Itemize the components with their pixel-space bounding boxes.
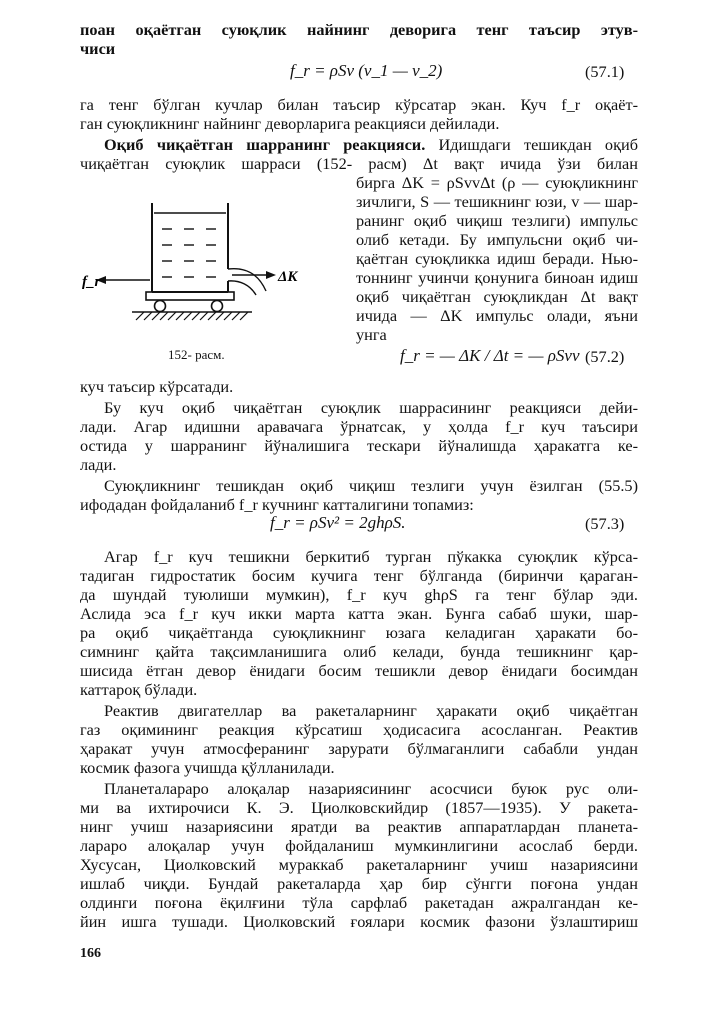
text-line: ранинг оқиб чиқиш тезлиги) импульс xyxy=(356,211,638,230)
text-line: чиқаётган суюқлик шарраси (152- расм) Δt вақт ичида ўзи билан xyxy=(80,154,638,173)
text-line: бирга ΔK = ρSvvΔt (ρ — суюқликнинг xyxy=(356,173,638,192)
text-line: ҳаракат учун атмосферанинг зарурати бўлмаганлиги сабабли ундан xyxy=(80,739,638,758)
text-line: шисида ётган девор ёнидаги босим тешикли девор ёнидаги босимдан xyxy=(80,661,638,680)
equation-number: (57.2) xyxy=(585,347,625,366)
impulse-arrowhead xyxy=(266,271,276,279)
figure-152 xyxy=(80,185,330,365)
text-line: йин ишга тушади. Циолковский ғоялари космик фазони ўзлаштириш xyxy=(80,912,638,931)
text-line: Бу куч оқиб чиқаётган суюқлик шаррасининг реакцияси дейи- xyxy=(104,398,638,417)
text-line: Агар f_r куч тешикни беркитиб турган пўкакка суюқлик кўрса- xyxy=(104,547,638,566)
text-line: олиб кетади. Бу импульсни оқиб чи- xyxy=(356,230,638,249)
text-line: қаётган суюқликка идиш беради. Нью- xyxy=(356,249,638,268)
figure-caption: 152- расм. xyxy=(168,347,225,362)
text-line: оқиб чиқаётган суюқликдан Δt вақт xyxy=(356,287,638,306)
text-line: нинг учиш назариясини яратди ва реактив аппаратлардан планета- xyxy=(80,817,638,836)
text-line: Планеталараро алоқалар назариясининг асосчиси буюк рус оли- xyxy=(104,779,638,798)
liquid-hatching xyxy=(162,229,216,277)
cart-wheel-left xyxy=(155,301,166,312)
text-line: олдинги поғона ёқилғини тўла сарфлаб ракетадан ажралгандан ке- xyxy=(80,893,638,912)
text-line: куч таъсир кўрсатади. xyxy=(80,377,234,396)
text-line: тадиган гидростатик босим кучига тенг бўлганда (биринчи қараган- xyxy=(80,566,638,585)
text-line: каттароқ бўлади. xyxy=(80,680,198,699)
text-line: лади. Агар идишни аравачага ўрнатсак, у ҳолда f_r куч таъсири xyxy=(80,417,638,436)
equation-number: (57.3) xyxy=(585,514,625,533)
text-line: Реактив двигателлар ва ракеталарнинг ҳаракати оқиб чиқаётган xyxy=(104,701,638,720)
text-line: ми ва ихтирочиси К. Э. Циолковскийдир (1857—1935). У ракета- xyxy=(80,798,638,817)
heading-line-rest: Идишдаги тешикдан оқиб xyxy=(438,135,638,154)
text-line: симнинг қайта тақсимланишига олиб келади, бунда тешикнинг қар- xyxy=(80,642,638,661)
force-label: f_r xyxy=(82,274,101,290)
cart-platform xyxy=(146,292,234,300)
equation-57-3: f_r = ρSv² = 2ghρS. xyxy=(270,513,406,532)
text-line: да шундай туюлиши мумкин), f_r куч ghρS га тенг бўлар эди. xyxy=(80,585,638,604)
ground-hatching xyxy=(136,312,248,320)
impulse-label: ΔK xyxy=(278,269,298,285)
section-heading-line xyxy=(104,134,638,155)
text-line: чиси xyxy=(80,39,116,58)
equation-number: (57.1) xyxy=(585,62,625,81)
text-line: зичлиги, S — тешикнинг юзи, v — шар- xyxy=(356,192,638,211)
section-heading: Оқиб чиқаётган шарранинг реакцияси. xyxy=(104,135,426,154)
text-line: космик фазога учишда қўлланилади. xyxy=(80,758,335,777)
text-line: Аслида эса f_r куч икки марта катта экан. Бунга сабаб шуки, шар- xyxy=(80,604,638,623)
jet-upper xyxy=(228,269,266,291)
text-line: поан оқаётган суюқлик найнинг деворига тенг таъсир этув- xyxy=(80,20,638,39)
text-line: лади. xyxy=(80,455,117,474)
equation-57-1: f_r = ρSv (v_1 — v_2) xyxy=(290,61,443,80)
text-line: ра оқиб чиқаётганда суюқликнинг юзага келадиган ҳаракати бо- xyxy=(80,623,638,642)
text-line: ган суюқликнинг найнинг деворларига реакцияси дейилади. xyxy=(80,114,500,133)
text-line: тоннинг учинчи қонунига биноан идиш xyxy=(356,268,638,287)
text-line: лараро алоқалар учун фойдаланиш мумкинлигини асослаб берди. xyxy=(80,836,638,855)
text-line: Суюқликнинг тешикдан оқиб чиқиш тезлиги учун ёзилган (55.5) xyxy=(104,476,638,495)
text-line: ичида — ΔK импульс олади, яъни xyxy=(356,306,638,325)
text-line: га тенг бўлган кучлар билан таъсир кўрсатар экан. Куч f_r оқаёт- xyxy=(80,95,638,114)
text-line: унга xyxy=(356,325,387,344)
page-number: 166 xyxy=(80,946,101,961)
text-line: ифодадан фойдаланиб f_r кучнинг катталигини топамиз: xyxy=(80,495,474,514)
text-line: остида у шарранинг йўналишига тескари йўналишда ҳаракатга ке- xyxy=(80,436,638,455)
text-line: ишлаб чиқди. Бундай ракеталарда ҳар бир сўнгги поғона ундан xyxy=(80,874,638,893)
jet-lower xyxy=(228,281,256,295)
cart-wheel-right xyxy=(212,301,223,312)
text-line: Хусусан, Циолковский мураккаб ракеталарнинг учиш назариясини xyxy=(80,855,638,874)
text-line: газ оқимининг реакция кўрсатиш ҳодисасига асосланган. Реактив xyxy=(80,720,638,739)
equation-57-2: f_r = — ΔK / Δt = — ρSvv xyxy=(400,346,580,365)
